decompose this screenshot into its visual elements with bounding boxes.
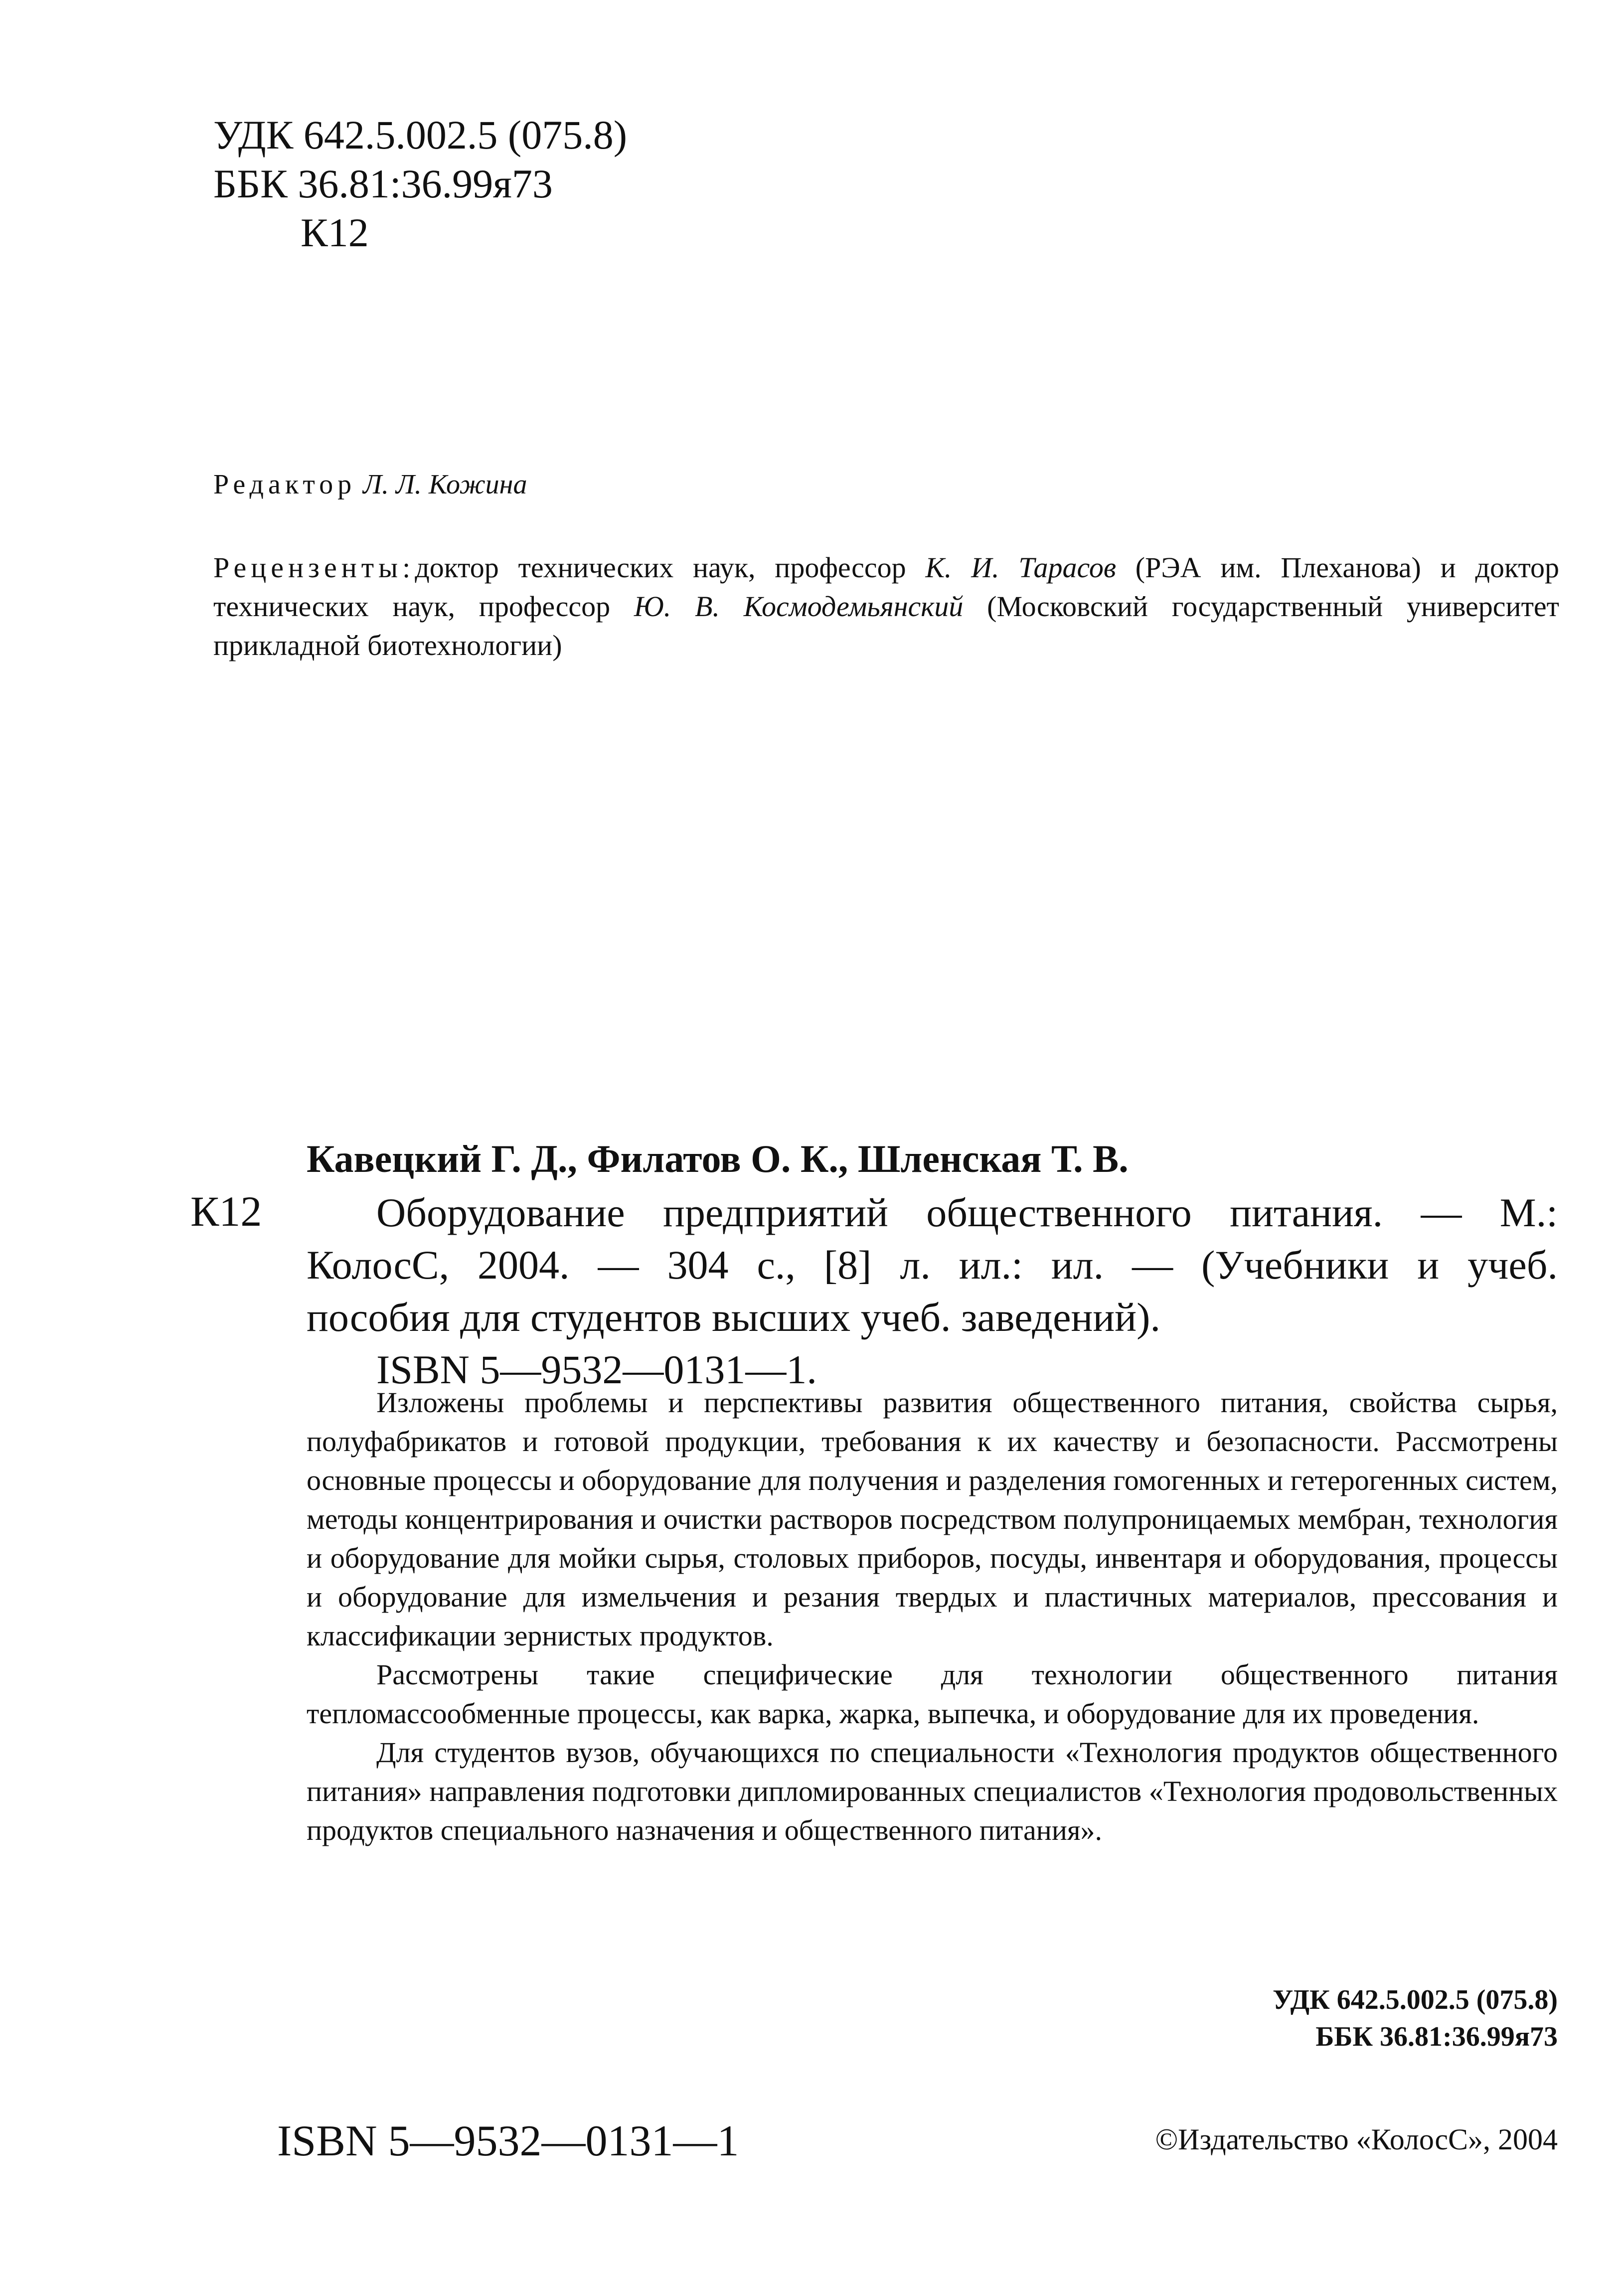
footer-udk: УДК 642.5.002.5 (075.8) — [1273, 1984, 1558, 2015]
catalog-title-line-2: КолосС, 2004. — 304 с., [8] л. ил.: ил. — (Учебники и учеб. — [307, 1242, 1558, 1288]
annotation-paragraph: Изложены проблемы и перспективы развития общественного питания, свойства сырья, полуфабрикатов и готовой продукции, требования к их качеству и безопасности. Рассмотрены основные процессы и оборудование для получения и разделения гомогенных и гетерогенных систем, методы концентрирования и очистки растворов посредством полупроницаемых мембран, технология и оборудование для мойки сырья, столовых приборов, посуды, инвентаря и оборудования, процессы и оборудование для измельчения и резания твердых и пластичных материалов, прессования и классификации зернистых продуктов. — [307, 1386, 1558, 1652]
annotation — [307, 1383, 1558, 1850]
catalog-title-line-1: Оборудование предприятий общественного питания. — М.: — [376, 1190, 1558, 1235]
reviewers-text-1: доктор технических наук, профессор — [415, 551, 926, 584]
reviewer-name-1: К. И. Тарасов — [925, 551, 1117, 584]
reviewers-text-3: (Московский государственный университет прикладной биотехнологии) — [213, 590, 1560, 661]
header-classification-codes — [213, 111, 627, 257]
editor-label: Редактор — [213, 469, 356, 500]
copyright-notice: ©Издательство «КолосС», 2004 — [1155, 2123, 1558, 2156]
footer-isbn: ISBN 5—9532—0131—1 — [277, 2117, 739, 2165]
footer-classification-codes — [1273, 1981, 1558, 2055]
catalog-title-line-3: пособия для студентов высших учеб. заведений). — [307, 1295, 1160, 1340]
editor-name: Л. Л. Кожина — [363, 469, 527, 500]
author-index-mark: К12 — [301, 210, 369, 255]
catalog-index-mark: К12 — [190, 1187, 262, 1235]
editor-line — [213, 469, 527, 500]
bbk-code: ББК 36.81:36.99я73 — [213, 161, 553, 206]
udk-code: УДК 642.5.002.5 (075.8) — [213, 112, 628, 158]
reviewers-block — [213, 548, 1559, 665]
annotation-paragraph: Для студентов вузов, обучающихся по специальности «Технология продуктов общественного питания» направления подготовки дипломированных специалистов «Технология продовольственных продуктов специального назначения и общественного питания». — [307, 1736, 1558, 1846]
reviewer-name-2: Ю. В. Космодемьянский — [634, 590, 964, 623]
reviewers-text-2: (РЭА им. Плеханова) и доктор технических наук, профессор — [213, 551, 1559, 623]
catalog-entry — [307, 1186, 1558, 1396]
footer-bbk: ББК 36.81:36.99я73 — [1315, 2021, 1558, 2052]
catalog-isbn: ISBN 5—9532—0131—1. — [376, 1347, 817, 1392]
catalog-authors: Кавецкий Г. Д., Филатов О. К., Шленская Т. В. — [307, 1137, 1129, 1180]
reviewers-label: Рецензенты: — [213, 551, 415, 584]
annotation-paragraph: Рассмотрены такие специфические для технологии общественного питания тепломассообменные процессы, как варка, жарка, выпечка, и оборудование для их проведения. — [307, 1658, 1558, 1730]
